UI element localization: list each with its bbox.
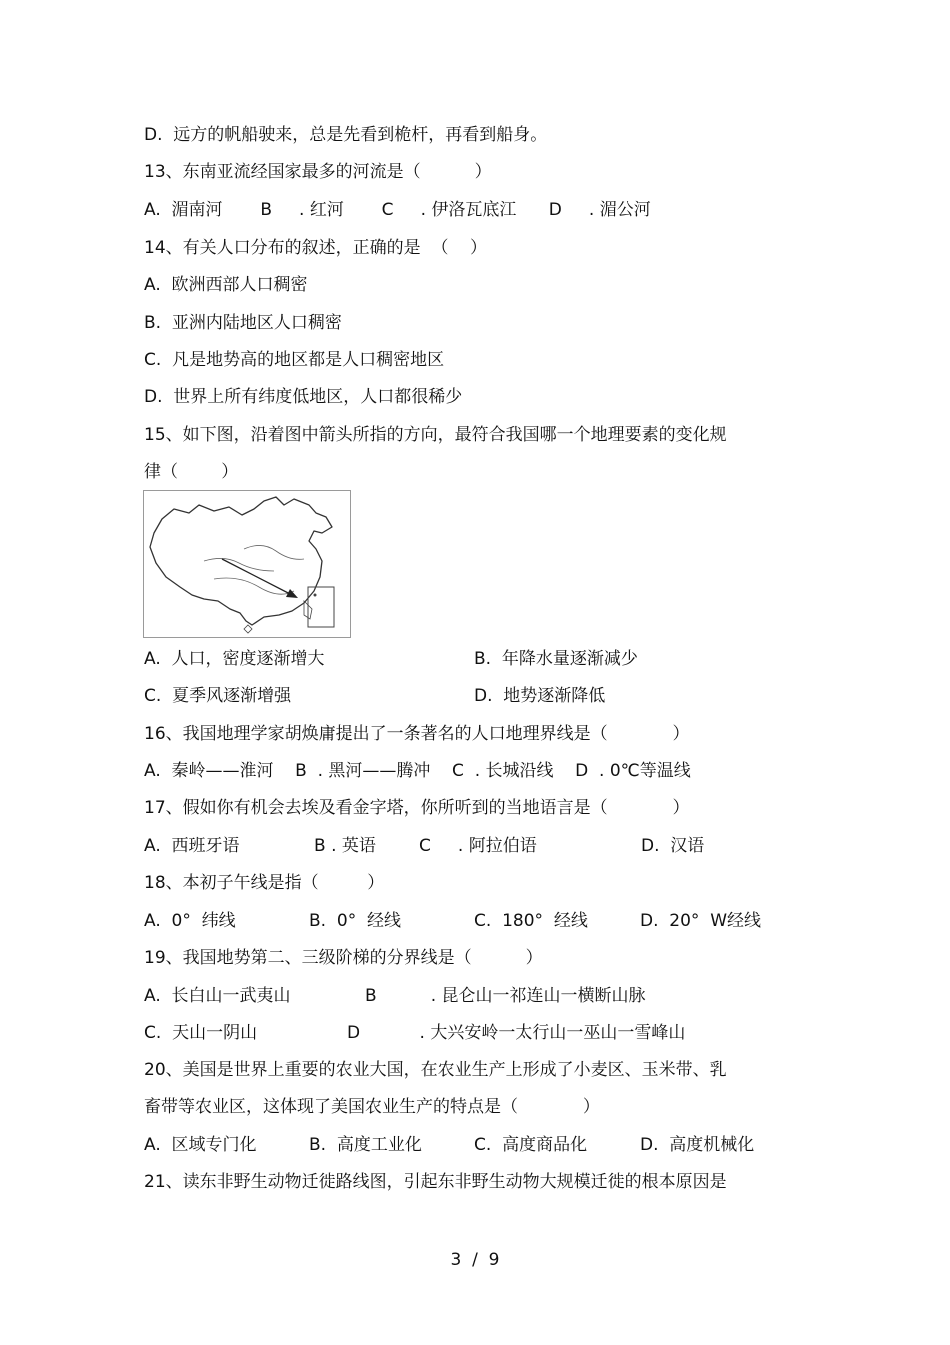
question-16: 16、我国地理学家胡焕庸提出了一条著名的人口地理界线是（ ） (144, 724, 690, 744)
china-map-figure (143, 490, 351, 638)
question-19: 19、我国地势第二、三级阶梯的分界线是（ ） (144, 948, 543, 968)
question-19-option-b: B . 昆仑山一祁连山一横断山脉 (365, 986, 646, 1006)
question-17-option-b: B . 英语 (314, 836, 376, 856)
question-15-line-1: 15、如下图，沿着图中箭头所指的方向，最符合我国哪一个地理要素的变化规 (144, 425, 727, 445)
question-17-option-d: D. 汉语 (641, 836, 705, 856)
question-17-option-a: A. 西班牙语 (144, 836, 240, 856)
question-18-option-b: B. 0° 经线 (309, 911, 401, 931)
question-14-option-a: A. 欧洲西部人口稠密 (144, 275, 308, 295)
q12-option-d: D. 远方的帆船驶来，总是先看到桅杆，再看到船身。 (144, 125, 548, 145)
page-number: 3 / 9 (450, 1250, 500, 1270)
question-18-option-c: C. 180° 经线 (474, 911, 588, 931)
question-15-line-2: 律（ ） (144, 462, 239, 482)
question-20-line-1: 20、美国是世界上重要的农业大国，在农业生产上形成了小麦区、玉米带、乳 (144, 1060, 727, 1080)
question-13-options: A. 湄南河 B . 红河 C . 伊洛瓦底江 D . 湄公河 (144, 200, 651, 220)
question-15-option-b: B. 年降水量逐渐减少 (474, 649, 638, 669)
question-18-option-d: D. 20° W经线 (640, 911, 762, 931)
question-13: 13、东南亚流经国家最多的河流是（ ） (144, 162, 492, 182)
question-19-option-a: A. 长白山一武夷山 (144, 986, 291, 1006)
question-15-option-a: A. 人口，密度逐渐增大 (144, 649, 325, 669)
question-14-option-b: B. 亚洲内陆地区人口稠密 (144, 313, 342, 333)
question-14-option-d: D. 世界上所有纬度低地区，人口都很稀少 (144, 387, 463, 407)
question-20-option-c: C. 高度商品化 (474, 1135, 588, 1155)
question-19-option-c: C. 天山一阴山 (144, 1023, 258, 1043)
question-19-option-d: D . 大兴安岭一太行山一巫山一雪峰山 (347, 1023, 686, 1043)
question-16-options: A. 秦岭——淮河 B . 黑河——腾冲 C . 长城沿线 D . 0℃等温线 (144, 761, 691, 781)
question-15-option-c: C. 夏季风逐渐增强 (144, 686, 292, 706)
question-14-option-c: C. 凡是地势高的地区都是人口稠密地区 (144, 350, 445, 370)
question-20-option-d: D. 高度机械化 (640, 1135, 755, 1155)
question-20-line-2: 畜带等农业区，这体现了美国农业生产的特点是（ ） (144, 1097, 600, 1117)
question-17-option-c: C . 阿拉伯语 (419, 836, 537, 856)
question-18: 18、本初子午线是指（ ） (144, 873, 385, 893)
question-17: 17、假如你有机会去埃及看金字塔，你所听到的当地语言是（ ） (144, 798, 690, 818)
question-18-option-a: A. 0° 纬线 (144, 911, 236, 931)
question-21: 21、读东非野生动物迁徙路线图，引起东非野生动物大规模迁徙的根本原因是 (144, 1172, 727, 1192)
question-14: 14、有关人口分布的叙述，正确的是 （ ） (144, 238, 488, 258)
question-20-option-b: B. 高度工业化 (309, 1135, 422, 1155)
question-15-option-d: D. 地势逐渐降低 (474, 686, 606, 706)
question-20-option-a: A. 区域专门化 (144, 1135, 257, 1155)
china-map-with-arrow-icon (144, 491, 350, 637)
